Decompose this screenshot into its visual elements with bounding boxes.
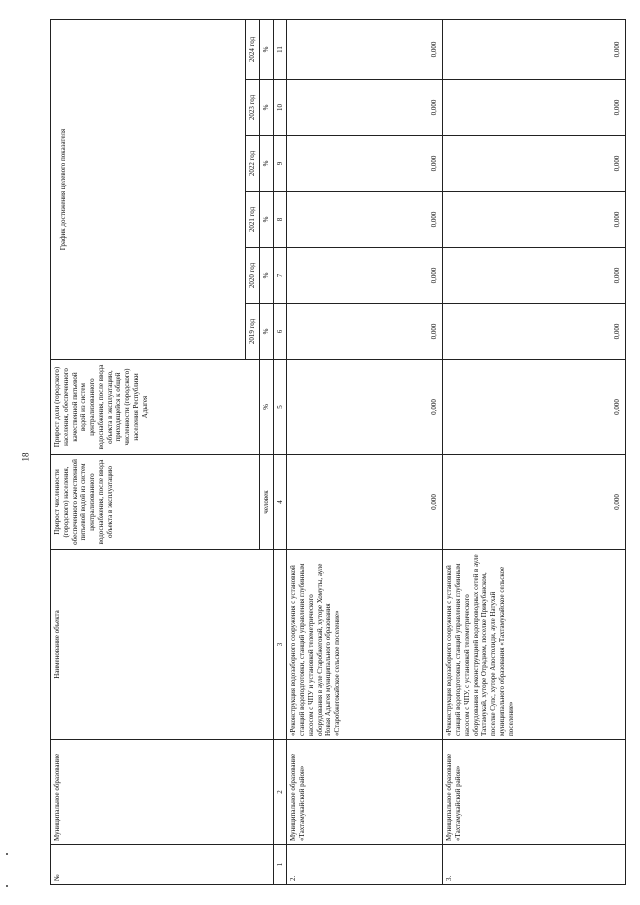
header-year-2019: 2019 год (246, 304, 260, 360)
header-year-2021: 2021 год (246, 192, 260, 248)
unit-percent: % (259, 192, 273, 248)
row-growth-people: 0,000 (287, 455, 443, 550)
column-number: 6 (273, 304, 287, 360)
unit-percent: % (259, 19, 273, 79)
header-growth-share: Прирост доли (городского) населения, обеспеченного качественной питьевой водой из систем централизованного водоснабжения, после ввода объекта в эксплуатацию, приходящейся к общей численности (городского) населения Республики Адыгея (51, 360, 260, 455)
column-number-row (273, 19, 287, 884)
row-value-2024: 0,000 (287, 19, 443, 79)
header-year-2024: 2024 год (246, 19, 260, 79)
table-row (287, 19, 443, 884)
row-value-2024: 0,000 (443, 19, 626, 79)
header-schedule: График достижения целевого показателя (51, 19, 246, 359)
table-row (443, 19, 626, 884)
unit-percent: % (259, 248, 273, 304)
row-value-2019: 0,000 (443, 304, 626, 360)
row-value-2021: 0,000 (443, 192, 626, 248)
header-year-2020: 2020 год (246, 248, 260, 304)
column-number: 2 (273, 740, 287, 845)
page-number: 18 (20, 452, 31, 462)
unit-percent: % (259, 136, 273, 192)
row-object-name: «Реконструкция водозаборного сооружения с установкой станций водоподготовки, станций управления глубинным насосом с ЧПУ, с установкой телеметрического оборудования и реконструкцией водопроводных сетей в ауле Тахтамукай, хуторе Отрадном, поселке Прикубанском, поселке Супс, хуторе Апостолиди, ауле Натухай муниципального образования «Тахтамукайское сельское поселение» (443, 550, 626, 740)
row-number: 2. (287, 845, 443, 885)
column-number: 9 (273, 136, 287, 192)
row-growth-share: 0,000 (287, 360, 443, 455)
header-number: № (51, 845, 274, 885)
margin-dot (6, 853, 8, 855)
row-value-2020: 0,000 (287, 248, 443, 304)
unit-percent: % (259, 360, 273, 455)
row-value-2019: 0,000 (287, 304, 443, 360)
column-number: 10 (273, 80, 287, 136)
row-object-name: «Реконструкция водозаборного сооружения с установкой станций водоподготовки, станций управления глубинным насосом с ЧПУ и установкой телеметрического оборудования в ауле Старобжегокай, хуторе Хомуты, ауле Новая Адыгея муниципального образования «Старобжегокайское сельское поселение» (287, 550, 443, 740)
row-value-2020: 0,000 (443, 248, 626, 304)
row-municipality: Муниципальное образование «Тахтамукайский район» (443, 740, 626, 845)
header-municipality: Муниципальное образование (51, 740, 274, 845)
row-value-2021: 0,000 (287, 192, 443, 248)
margin-dot (6, 885, 8, 887)
column-number: 1 (273, 845, 287, 885)
row-value-2022: 0,000 (287, 136, 443, 192)
column-number: 4 (273, 455, 287, 550)
target-indicator-table (50, 19, 626, 885)
row-growth-people: 0,000 (443, 455, 626, 550)
row-value-2022: 0,000 (443, 136, 626, 192)
header-year-2023: 2023 год (246, 80, 260, 136)
unit-percent: % (259, 80, 273, 136)
header-growth-people: Прирост численности (городского) населения, обеспеченного качественной питьевой водой из систем централизованного водоснабжения, после ввода объекта в эксплуатацию (51, 455, 260, 550)
unit-percent: % (259, 304, 273, 360)
table-container (50, 20, 621, 885)
column-number: 7 (273, 248, 287, 304)
row-municipality: Муниципальное образование «Тахтамукайский район» (287, 740, 443, 845)
column-number: 3 (273, 550, 287, 740)
row-number: 3. (443, 845, 626, 885)
column-number: 11 (273, 19, 287, 79)
row-growth-share: 0,000 (443, 360, 626, 455)
row-value-2023: 0,000 (287, 80, 443, 136)
column-number: 8 (273, 192, 287, 248)
rotated-table-frame (50, 20, 621, 885)
header-year-2022: 2022 год (246, 136, 260, 192)
unit-people: человек (259, 455, 273, 550)
column-number: 5 (273, 360, 287, 455)
row-value-2023: 0,000 (443, 80, 626, 136)
header-object-name: Наименование объекта (51, 550, 274, 740)
